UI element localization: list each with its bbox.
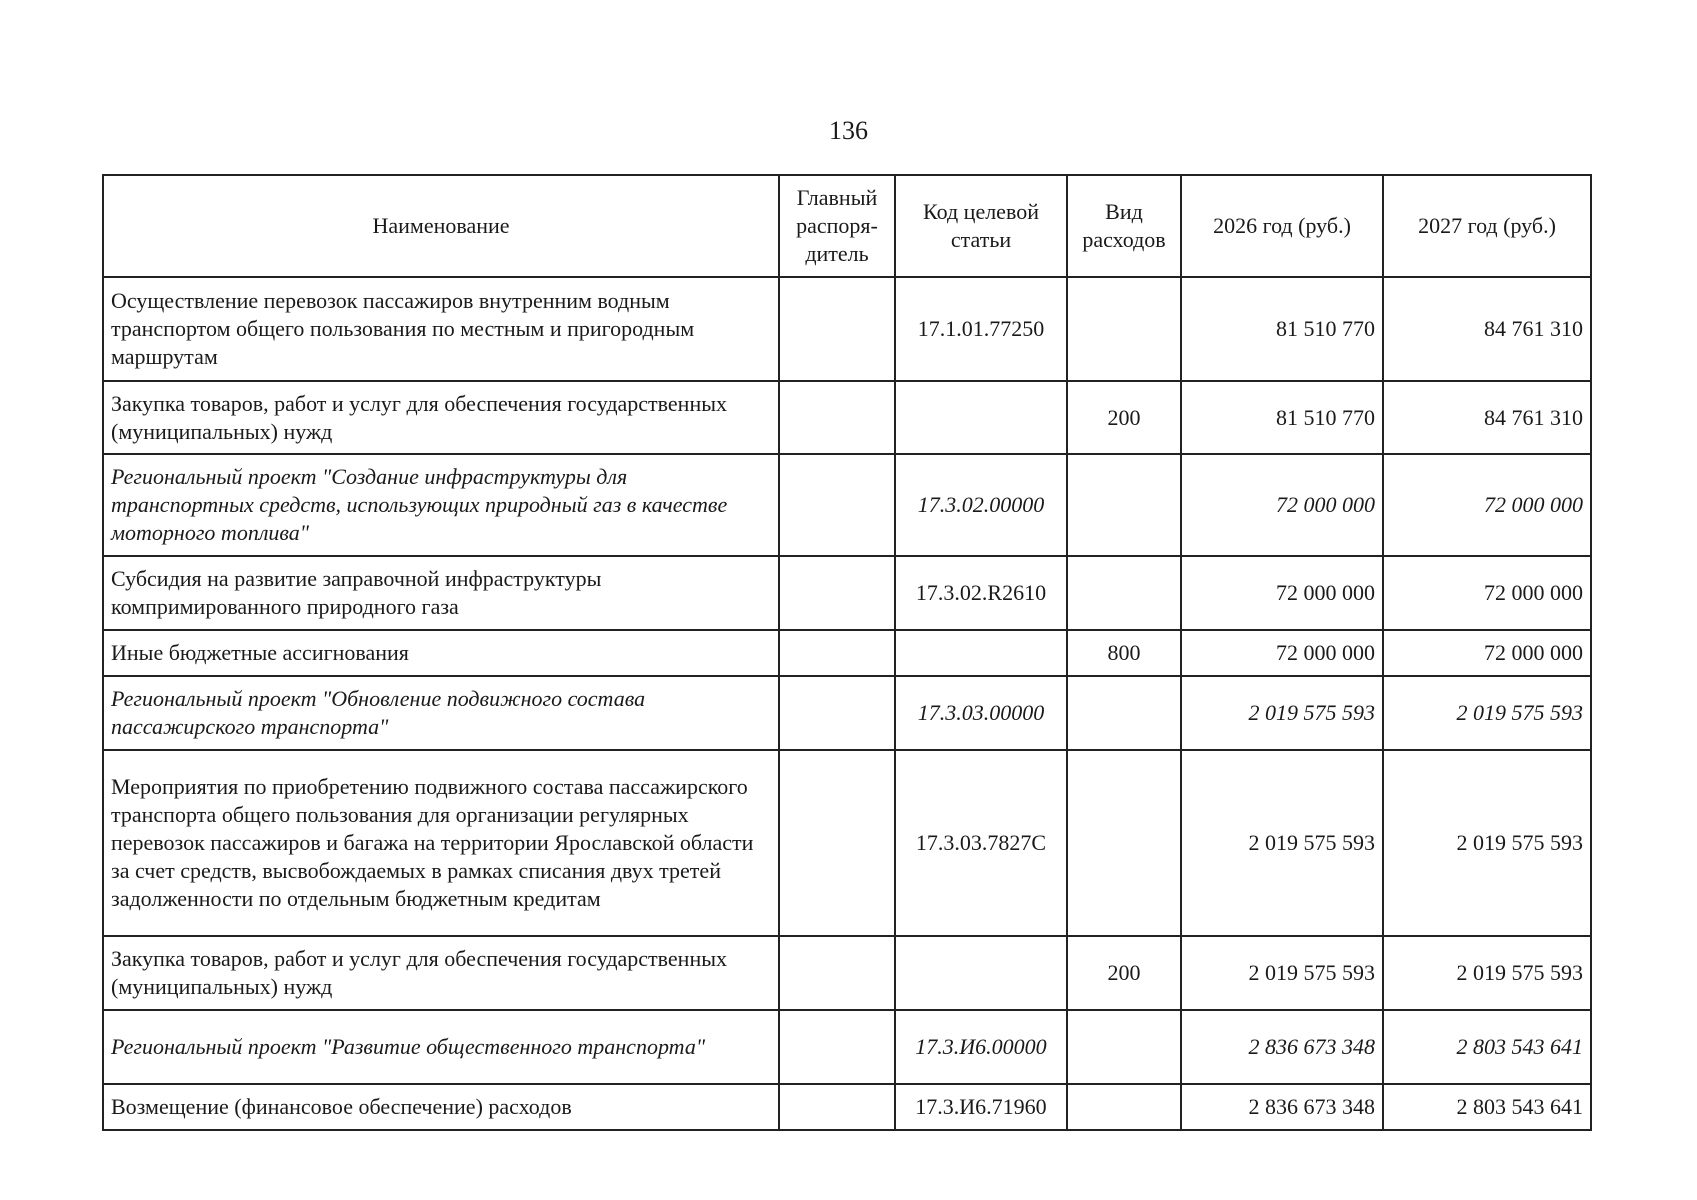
row-2027: 84 761 310 — [1383, 277, 1591, 381]
row-2026: 2 019 575 593 — [1181, 676, 1383, 750]
row-admin — [779, 1084, 895, 1130]
row-type — [1067, 556, 1181, 630]
header-target-code: Код целевой статьи — [895, 175, 1067, 277]
row-name: Осуществление перевозок пассажиров внутренним водным транспортом общего пользования по местным и пригородным маршрутам — [103, 277, 779, 381]
row-2026: 2 019 575 593 — [1181, 936, 1383, 1010]
row-admin — [779, 381, 895, 454]
header-main-admin: Главный распоря-дитель — [779, 175, 895, 277]
row-code: 17.3.03.7827С — [895, 750, 1067, 936]
row-2027: 2 803 543 641 — [1383, 1010, 1591, 1084]
row-type: 200 — [1067, 936, 1181, 1010]
row-2027: 72 000 000 — [1383, 630, 1591, 676]
row-admin — [779, 277, 895, 381]
row-admin — [779, 630, 895, 676]
row-code — [895, 630, 1067, 676]
row-type — [1067, 676, 1181, 750]
row-admin — [779, 454, 895, 556]
row-admin — [779, 1010, 895, 1084]
row-2026: 2 836 673 348 — [1181, 1010, 1383, 1084]
row-name: Региональный проект "Развитие общественного транспорта" — [103, 1010, 779, 1084]
table-row — [103, 750, 1591, 936]
table-row — [103, 277, 1591, 381]
row-admin — [779, 936, 895, 1010]
row-2026: 72 000 000 — [1181, 454, 1383, 556]
table-row — [103, 556, 1591, 630]
row-2027: 72 000 000 — [1383, 556, 1591, 630]
row-code: 17.3.И6.71960 — [895, 1084, 1067, 1130]
table-header-row — [103, 175, 1591, 277]
header-year-2026: 2026 год (руб.) — [1181, 175, 1383, 277]
row-2026: 2 836 673 348 — [1181, 1084, 1383, 1130]
row-type — [1067, 1010, 1181, 1084]
table-row — [103, 936, 1591, 1010]
row-name: Мероприятия по приобретению подвижного состава пассажирского транспорта общего пользования для организации регулярных перевозок пассажиров и багажа на территории Ярославской области за счет средств, высвобождаемых в рамках списания двух третей задолженности по отдельным бюджетным кредитам — [103, 750, 779, 936]
row-admin — [779, 750, 895, 936]
row-code — [895, 381, 1067, 454]
header-name: Наименование — [103, 175, 779, 277]
table-row — [103, 1010, 1591, 1084]
row-name: Закупка товаров, работ и услуг для обеспечения государственных (муниципальных) нужд — [103, 381, 779, 454]
table-row — [103, 676, 1591, 750]
row-2027: 2 019 575 593 — [1383, 676, 1591, 750]
row-code: 17.3.03.00000 — [895, 676, 1067, 750]
row-2027: 2 019 575 593 — [1383, 936, 1591, 1010]
row-type — [1067, 750, 1181, 936]
table-row — [103, 381, 1591, 454]
row-admin — [779, 676, 895, 750]
row-2026: 81 510 770 — [1181, 277, 1383, 381]
row-name: Субсидия на развитие заправочной инфраструктуры компримированного природного газа — [103, 556, 779, 630]
row-type — [1067, 454, 1181, 556]
header-expense-type: Вид расходов — [1067, 175, 1181, 277]
table-row — [103, 630, 1591, 676]
row-2027: 2 803 543 641 — [1383, 1084, 1591, 1130]
row-2026: 72 000 000 — [1181, 556, 1383, 630]
table-row — [103, 454, 1591, 556]
row-2027: 72 000 000 — [1383, 454, 1591, 556]
page-number: 136 — [829, 116, 868, 145]
row-type: 800 — [1067, 630, 1181, 676]
row-name: Региональный проект "Обновление подвижного состава пассажирского транспорта" — [103, 676, 779, 750]
row-admin — [779, 556, 895, 630]
header-year-2027: 2027 год (руб.) — [1383, 175, 1591, 277]
row-type — [1067, 1084, 1181, 1130]
row-2026: 81 510 770 — [1181, 381, 1383, 454]
row-code — [895, 936, 1067, 1010]
row-code: 17.3.02.00000 — [895, 454, 1067, 556]
row-code: 17.3.И6.00000 — [895, 1010, 1067, 1084]
row-name: Возмещение (финансовое обеспечение) расходов — [103, 1084, 779, 1130]
budget-table — [102, 174, 1592, 1131]
row-code: 17.3.02.R2610 — [895, 556, 1067, 630]
row-name: Закупка товаров, работ и услуг для обеспечения государственных (муниципальных) нужд — [103, 936, 779, 1010]
row-name: Иные бюджетные ассигнования — [103, 630, 779, 676]
row-2026: 2 019 575 593 — [1181, 750, 1383, 936]
row-type: 200 — [1067, 381, 1181, 454]
row-2027: 2 019 575 593 — [1383, 750, 1591, 936]
row-name: Региональный проект "Создание инфраструктуры для транспортных средств, использующих природный газ в качестве моторного топлива" — [103, 454, 779, 556]
row-2027: 84 761 310 — [1383, 381, 1591, 454]
row-2026: 72 000 000 — [1181, 630, 1383, 676]
row-code: 17.1.01.77250 — [895, 277, 1067, 381]
table-row — [103, 1084, 1591, 1130]
row-type — [1067, 277, 1181, 381]
